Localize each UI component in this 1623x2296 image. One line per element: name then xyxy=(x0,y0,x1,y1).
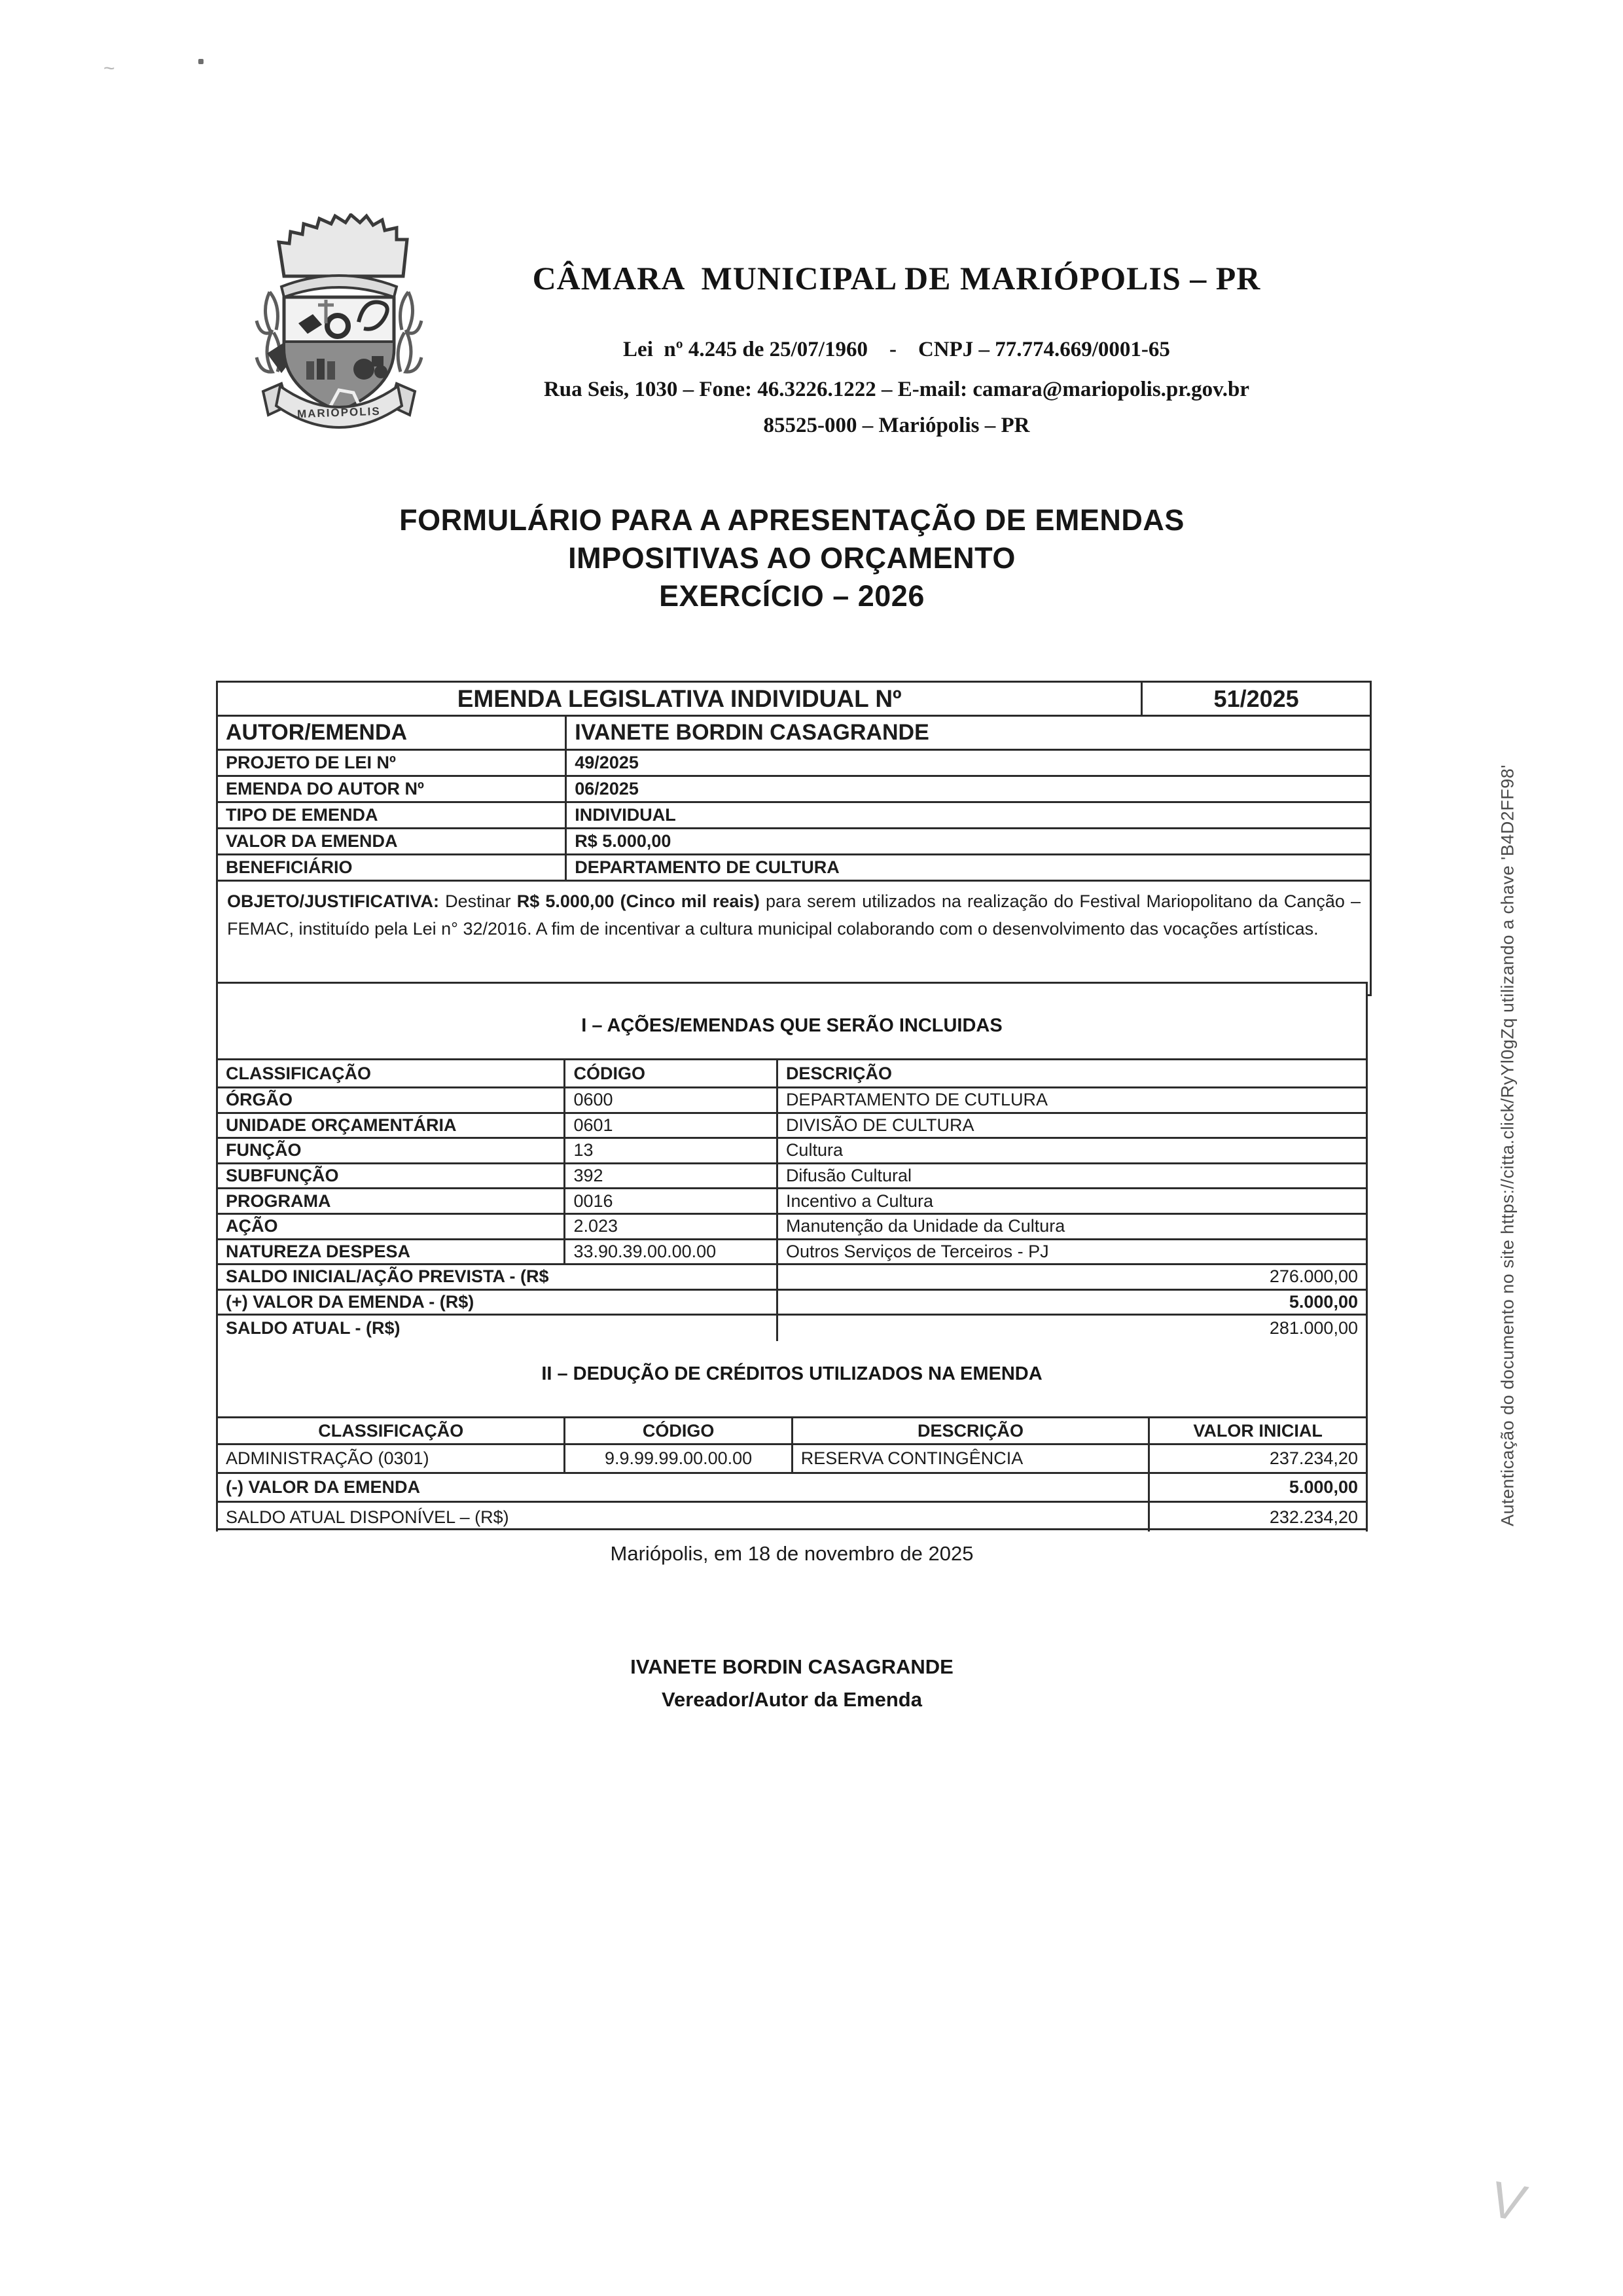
justificativa-paragraph xyxy=(218,882,1370,994)
total-row xyxy=(218,1474,1366,1503)
classificacao-cell: PROGRAMA xyxy=(218,1189,565,1213)
justificativa-label: OBJETO/JUSTIFICATIVA: xyxy=(227,891,440,911)
codigo-cell: 0600 xyxy=(565,1088,777,1112)
mural-crown-icon xyxy=(279,215,407,297)
field-value: IVANETE BORDIN CASAGRANDE xyxy=(575,720,929,745)
total-label: (+) VALOR DA EMENDA - (R$) xyxy=(218,1291,778,1314)
field-value: 49/2025 xyxy=(575,753,639,772)
codigo-cell: 9.9.99.99.00.00.00 xyxy=(565,1445,793,1472)
signature-name: IVANETE BORDIN CASAGRANDE xyxy=(630,1655,954,1678)
total-label: SALDO ATUAL DISPONÍVEL – (R$) xyxy=(218,1503,1150,1532)
classificacao-cell: SUBFUNÇÃO xyxy=(218,1164,565,1188)
section1-title: I – AÇÕES/EMENDAS QUE SERÃO INCLUIDAS xyxy=(581,1015,1003,1036)
descricao-cell: Manutenção da Unidade da Cultura xyxy=(785,1216,1065,1236)
table-row xyxy=(218,829,1370,855)
descricao-cell: Outros Serviços de Terceiros - PJ xyxy=(785,1241,1049,1261)
emenda-header-label: EMENDA LEGISLATIVA INDIVIDUAL Nº xyxy=(218,683,1143,715)
descricao-cell: RESERVA CONTINGÊNCIA xyxy=(793,1445,1150,1472)
codigo-cell: 392 xyxy=(565,1164,777,1188)
justificativa-text: Destinar xyxy=(439,891,517,911)
organization-name: CÂMARA MUNICIPAL DE MARIÓPOLIS – PR xyxy=(532,260,1261,296)
field-value: INDIVIDUAL xyxy=(575,805,676,825)
authentication-note: Autenticação do documento no site https://citta.click/RyYl0gZq utilizando a chave 'B4D2FF98' xyxy=(1497,764,1518,1526)
total-row xyxy=(218,1265,1366,1291)
law-cnpj-line: Lei nº 4.245 de 25/07/1960 - CNPJ – 77.774.669/0001-65 xyxy=(623,338,1170,361)
column-header: VALOR INICIAL xyxy=(1193,1420,1323,1441)
field-label: AUTOR/EMENDA xyxy=(218,717,567,749)
descricao-cell: Difusão Cultural xyxy=(785,1166,912,1186)
logo-banner-text: MARIÓPOLIS xyxy=(296,404,381,421)
total-row xyxy=(218,1503,1366,1532)
table-row xyxy=(218,1164,1366,1190)
column-header: CLASSIFICAÇÃO xyxy=(218,1418,565,1443)
field-label: TIPO DE EMENDA xyxy=(218,803,567,827)
pen-checkmark: V xyxy=(1483,2170,1533,2233)
field-label: PROJETO DE LEI Nº xyxy=(218,751,567,775)
address-line: Rua Seis, 1030 – Fone: 46.3226.1222 – E-mail: camara@mariopolis.pr.gov.br xyxy=(543,378,1250,401)
signature-block xyxy=(216,1651,1368,1716)
classificacao-cell: UNIDADE ORÇAMENTÁRIA xyxy=(218,1114,565,1138)
classificacao-cell: AÇÃO xyxy=(218,1215,565,1238)
total-label: (-) VALOR DA EMENDA xyxy=(218,1474,1150,1501)
form-title-line2: IMPOSITIVAS AO ORÇAMENTO xyxy=(568,541,1016,575)
codigo-cell: 13 xyxy=(565,1139,777,1162)
total-value: 5.000,00 xyxy=(1289,1477,1358,1497)
emenda-number: 51/2025 xyxy=(1213,685,1299,712)
descricao-cell: DEPARTAMENTO DE CUTLURA xyxy=(785,1090,1048,1110)
justificativa-text: para serem utilizados na realização do Festival Mariopolitano da Canção – FEMAC, instituído pela Lei n° 32/2016. A fim de incentivar a cultura municipal colaborando com o desenvolvimento das vocações artísticas. xyxy=(227,891,1361,939)
field-label: EMENDA DO AUTOR Nº xyxy=(218,777,567,801)
classificacao-cell: NATUREZA DESPESA xyxy=(218,1240,565,1264)
table-row xyxy=(218,777,1370,803)
classificacao-cell: ÓRGÃO xyxy=(218,1088,565,1112)
codigo-cell: 0016 xyxy=(565,1189,777,1213)
table-row xyxy=(218,855,1370,882)
total-label: SALDO ATUAL - (R$) xyxy=(218,1316,778,1341)
scan-artifact: ~ xyxy=(103,58,115,79)
table-row xyxy=(218,1189,1366,1215)
valor-cell: 237.234,20 xyxy=(1269,1448,1358,1468)
column-header: CÓDIGO xyxy=(565,1418,793,1443)
total-label: SALDO INICIAL/AÇÃO PREVISTA - (R$ xyxy=(218,1265,778,1289)
field-value: R$ 5.000,00 xyxy=(575,831,671,851)
section2-title: II – DEDUÇÃO DE CRÉDITOS UTILIZADOS NA EMENDA xyxy=(541,1363,1043,1384)
codigo-cell: 2.023 xyxy=(565,1215,777,1238)
coat-of-arms-logo xyxy=(243,213,435,432)
descricao-cell: DIVISÃO DE CULTURA xyxy=(785,1115,974,1135)
column-header: CÓDIGO xyxy=(565,1060,777,1086)
total-value: 5.000,00 xyxy=(1289,1292,1358,1312)
codigo-cell: 0601 xyxy=(565,1114,777,1138)
form-title-line1: FORMULÁRIO PARA A APRESENTAÇÃO DE EMENDAS xyxy=(399,503,1185,537)
section2-table xyxy=(216,1416,1368,1532)
total-value: 276.000,00 xyxy=(1269,1266,1358,1287)
table-row xyxy=(218,1240,1366,1266)
table-row xyxy=(218,803,1370,829)
total-row xyxy=(218,1316,1366,1341)
table-header-row xyxy=(218,1060,1366,1088)
form-title-line3: EXERCÍCIO – 2026 xyxy=(659,579,925,613)
codigo-cell: 33.90.39.00.00.00 xyxy=(565,1240,777,1264)
table-row xyxy=(218,1445,1366,1474)
descricao-cell: Cultura xyxy=(785,1140,843,1160)
field-label: BENEFICIÁRIO xyxy=(218,855,567,880)
total-row xyxy=(218,1291,1366,1316)
classificacao-cell: FUNÇÃO xyxy=(218,1139,565,1162)
table-row xyxy=(218,751,1370,777)
column-header: DESCRIÇÃO xyxy=(793,1418,1150,1443)
descricao-cell: Incentivo a Cultura xyxy=(785,1191,934,1211)
emenda-table xyxy=(216,681,1372,996)
justificativa-amount: R$ 5.000,00 (Cinco mil reais) xyxy=(516,891,760,911)
date-line: Mariópolis, em 18 de novembro de 2025 xyxy=(610,1542,974,1565)
scan-artifact xyxy=(198,59,204,64)
city-line: 85525-000 – Mariópolis – PR xyxy=(763,414,1030,437)
total-value: 232.234,20 xyxy=(1269,1507,1358,1527)
sections-container xyxy=(216,982,1368,1530)
total-value: 281.000,00 xyxy=(1269,1318,1358,1338)
table-row xyxy=(218,683,1370,717)
form-title xyxy=(216,501,1368,615)
column-header: CLASSIFICAÇÃO xyxy=(218,1060,565,1086)
table-row xyxy=(218,1114,1366,1139)
table-row xyxy=(218,1139,1366,1164)
field-label: VALOR DA EMENDA xyxy=(218,829,567,853)
column-header: DESCRIÇÃO xyxy=(785,1063,892,1083)
table-header-row xyxy=(218,1418,1366,1445)
table-row xyxy=(218,1215,1366,1240)
signature-role: Vereador/Autor da Emenda xyxy=(662,1688,922,1711)
section1-table xyxy=(216,1058,1368,1341)
classificacao-cell: ADMINISTRAÇÃO (0301) xyxy=(218,1445,565,1472)
table-row xyxy=(218,717,1370,751)
table-row xyxy=(218,882,1370,994)
field-value: DEPARTAMENTO DE CULTURA xyxy=(575,857,840,877)
field-value: 06/2025 xyxy=(575,779,639,798)
table-row xyxy=(218,1088,1366,1114)
